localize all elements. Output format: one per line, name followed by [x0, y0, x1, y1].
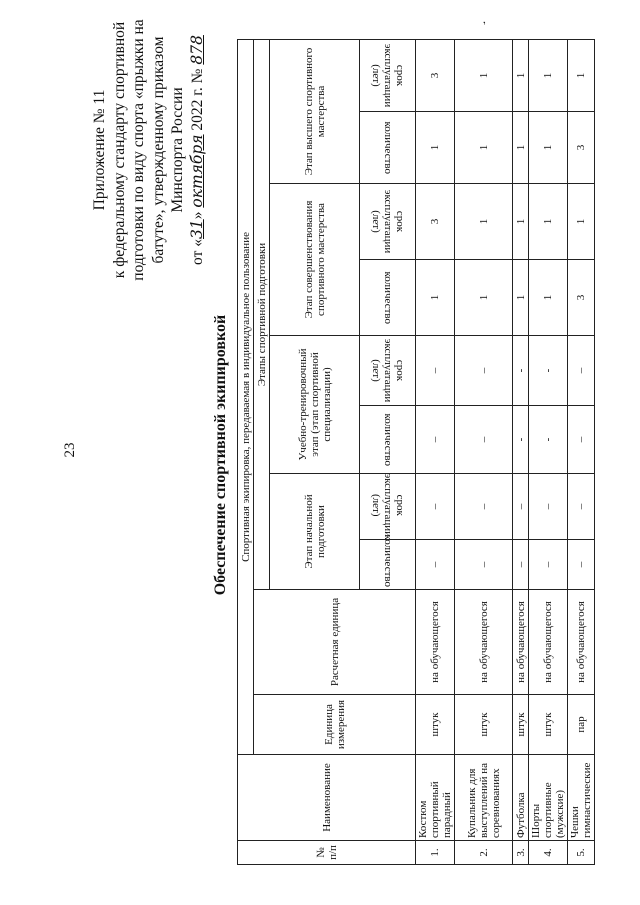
document-title: Обеспечение спортивной экипировкой: [212, 314, 229, 596]
cell-value: –: [455, 540, 513, 590]
cell-value: 1: [568, 184, 595, 260]
cell-value: –: [568, 336, 595, 406]
header-row-1: [238, 39, 254, 864]
stage-training: Учебно-тренировочный этап (этап спортивной специализации): [270, 336, 360, 474]
appendix-line-4: батуте», утвержденному приказом: [149, 36, 167, 264]
appendix-line-3: подготовки по виду спорта «прыжки на: [130, 19, 147, 281]
cell-value: –: [455, 474, 513, 540]
stage-higher: Этап высшего спортивного мастерства: [270, 39, 360, 183]
row-unit: пар: [568, 695, 595, 755]
row-calc: на обучающегося: [568, 590, 595, 695]
qty-header-3: количество: [360, 260, 416, 336]
term-header-2: срок эксплуатации (лет): [360, 336, 416, 406]
table-row: [416, 39, 455, 864]
header-num: № п/п: [238, 841, 416, 865]
date-day: 31: [187, 219, 206, 239]
table-row: [568, 39, 595, 864]
qty-header-4: количество: [360, 112, 416, 184]
header-stages: Этапы спортивной подготовки: [254, 39, 270, 589]
row-num: 4.: [529, 841, 568, 865]
row-name: Шорты спортивные (мужские): [529, 755, 568, 841]
stage-improvement: Этап совершенствования спортивного мастерства: [270, 184, 360, 336]
cell-value: 1: [455, 260, 513, 336]
term-header-4: срок эксплуатации (лет): [360, 39, 416, 111]
cell-value: 1: [513, 184, 529, 260]
date-mid: »: [188, 211, 206, 220]
cell-value: 3: [416, 39, 455, 111]
table-row: [513, 39, 529, 864]
header-name: Наименование: [238, 755, 416, 841]
cell-value: 1: [513, 260, 529, 336]
appendix-line-5: Минспорта России: [169, 87, 186, 213]
date-year: 2022 г. №: [188, 68, 206, 131]
row-calc: на обучающегося: [513, 590, 529, 695]
date-prefix: от «: [188, 239, 206, 265]
cell-value: –: [416, 474, 455, 540]
date-number: 878: [187, 35, 206, 65]
header-unit: Единица измерения: [254, 695, 416, 755]
appendix-line-2: к федеральному стандарту спортивной: [110, 21, 128, 279]
cell-value: –: [455, 336, 513, 406]
qty-header-2: количество: [360, 406, 416, 474]
row-num: 1.: [416, 841, 455, 865]
cell-value: -: [513, 336, 529, 406]
table-row: [529, 39, 568, 864]
appendix-date: [188, 0, 208, 300]
cell-value: 1: [568, 39, 595, 111]
cell-value: –: [568, 540, 595, 590]
cell-value: –: [568, 474, 595, 540]
cell-value: 1: [529, 260, 568, 336]
page-number: 23: [62, 442, 78, 458]
cell-value: 1: [455, 184, 513, 260]
cell-value: –: [513, 474, 529, 540]
cell-value: -: [529, 336, 568, 406]
cell-value: –: [529, 540, 568, 590]
cell-value: 1: [416, 112, 455, 184]
cell-value: 3: [568, 260, 595, 336]
term-header-3: срок эксплуатации (лет): [360, 184, 416, 260]
appendix-line-1: Приложение № 11: [91, 89, 108, 211]
row-num: 5.: [568, 841, 595, 865]
row-name: Костюм спортивный парадный: [416, 755, 455, 841]
cell-value: 1: [513, 112, 529, 184]
cell-value: –: [416, 540, 455, 590]
row-name: Чешки гимнастические: [568, 755, 595, 841]
cell-value: 1: [529, 184, 568, 260]
row-num: 3.: [513, 841, 529, 865]
cell-value: –: [568, 406, 595, 474]
row-unit: штук: [455, 695, 513, 755]
term-header-1: срок эксплуатации (лет): [360, 474, 416, 540]
date-month: октября: [187, 134, 206, 208]
cell-value: –: [416, 336, 455, 406]
cell-value: –: [416, 406, 455, 474]
table-row: [455, 39, 513, 864]
header-row-2: [254, 39, 270, 864]
row-calc: на обучающегося: [416, 590, 455, 695]
cell-value: –: [513, 540, 529, 590]
cell-value: -: [529, 406, 568, 474]
header-group: Спортивная экипировка, передаваемая в индивидуальное пользование: [238, 39, 254, 754]
row-num: 2.: [455, 841, 513, 865]
header-calc: Расчетная единица: [254, 590, 416, 695]
row-name: Купальник для выступлений на соревнованиях: [455, 755, 513, 841]
row-calc: на обучающегося: [455, 590, 513, 695]
cell-value: 3: [568, 112, 595, 184]
handwritten-mark: ,: [480, 13, 487, 27]
cell-value: 1: [513, 39, 529, 111]
cell-value: 3: [416, 184, 455, 260]
row-unit: штук: [529, 695, 568, 755]
qty-header-1: количество: [360, 540, 416, 590]
equipment-table: [237, 39, 595, 865]
cell-value: 1: [455, 112, 513, 184]
cell-value: 1: [416, 260, 455, 336]
row-name: Футболка: [513, 755, 529, 841]
cell-value: 1: [529, 112, 568, 184]
cell-value: 1: [455, 39, 513, 111]
appendix-header: [90, 0, 207, 300]
cell-value: 1: [529, 39, 568, 111]
cell-value: –: [529, 474, 568, 540]
row-unit: штук: [513, 695, 529, 755]
stage-initial: Этап начальной подготовки: [270, 474, 360, 590]
row-unit: штук: [416, 695, 455, 755]
row-calc: на обучающегося: [529, 590, 568, 695]
cell-value: –: [455, 406, 513, 474]
cell-value: -: [513, 406, 529, 474]
